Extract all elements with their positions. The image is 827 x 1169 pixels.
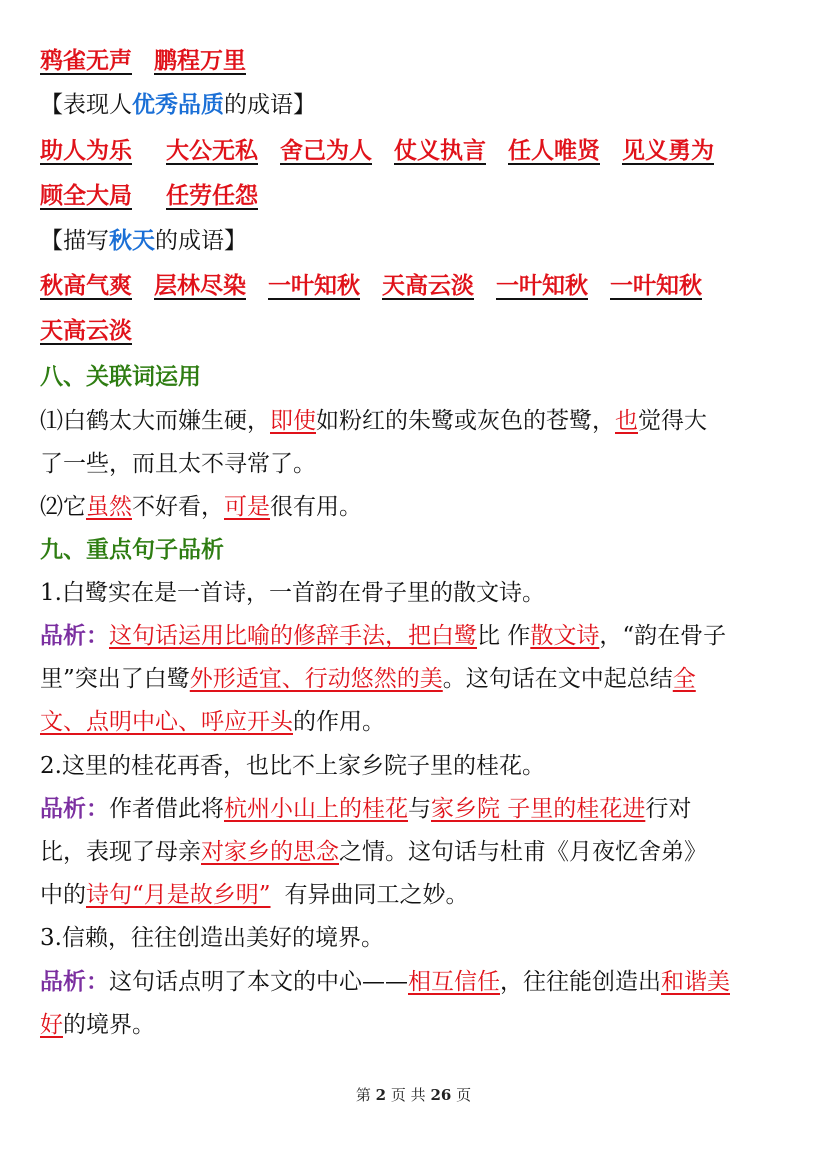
heading-autumn [40,226,247,256]
analysis-1-line-1 [40,621,726,651]
conjunction: 虽然 [86,494,132,520]
text: 之情。这句话与杜甫《月夜忆舍弟》 [339,839,707,865]
analysis-label: 品析： [40,795,109,822]
heading-keyword: 秋天 [109,227,155,254]
analysis-1-line-3 [40,707,385,737]
idiom: 一叶知秋 [496,272,588,299]
analysis-1-line-2 [40,664,696,694]
heading-quality [40,90,316,120]
text: ，“韵在骨子 [599,623,727,649]
idiom: 助人为乐 [40,137,132,164]
text: 好 [40,1012,63,1038]
conjunction: 也 [615,408,638,434]
idiom: 大公无私 [166,137,258,164]
idiom-row-autumn-1 [40,271,724,301]
idiom: 鸦雀无声 [40,47,132,74]
page-number: 2 [375,1086,387,1104]
text: 家乡院 子里的桂花进 [431,796,646,822]
question-2: 2.这里的桂花再香，也比不上家乡院子里的桂花。 [40,753,545,779]
question-1: 1.白鹭实在是一首诗，一首韵在骨子里的散文诗。 [40,580,545,606]
sentence-2 [40,492,362,522]
idiom: 仗义执言 [394,137,486,164]
text: 很有用。 [270,494,362,520]
footer-text: 第 [355,1086,371,1104]
text: 这句话运用比喻的修辞手法，把白鹭 [109,623,477,649]
idiom: 一叶知秋 [268,272,360,299]
sentence-1-cont: 了一些，而且太不寻常了。 [40,451,316,477]
text: 这句话点明了本文的中心—— [109,969,408,995]
conjunction: 即使 [270,408,316,434]
text: ⑴白鹤太大而嫌生硬， [40,408,270,434]
heading-keyword: 优秀品质 [132,91,224,118]
text: 和谐美 [661,969,730,995]
idiom: 天高云淡 [40,317,132,344]
analysis-2-line-3 [40,880,469,910]
idiom: 任人唯贤 [508,137,600,164]
question-3: 3.信赖，往往创造出美好的境界。 [40,925,384,951]
sentence-1 [40,406,707,436]
analysis-2-line-2 [40,837,707,867]
analysis-3-line-2 [40,1010,155,1040]
text: 外形适宜、行动悠然的美 [189,666,443,692]
text: 行对 [645,796,692,822]
heading-text: 【表现人 [40,92,132,118]
text: 的境界。 [63,1012,155,1038]
section-title-9: 九、重点句子品析 [40,537,224,563]
text: 不好看， [132,494,224,520]
page-footer [0,1084,827,1105]
idiom: 舍己为人 [280,137,372,164]
idiom: 一叶知秋 [610,272,702,299]
idiom-row-quality-1 [40,136,736,166]
section-title-8: 八、关联词运用 [40,364,201,390]
analysis-label: 品析： [40,622,109,649]
idiom-row-quality-2 [40,181,280,211]
text: 比，表现了母亲 [40,839,201,865]
idiom: 见义勇为 [622,137,714,164]
text: 比 作 [477,623,531,649]
idiom: 秋高气爽 [40,272,132,299]
text: 有异曲同工之妙。 [284,882,469,908]
conjunction: 可是 [224,494,270,520]
heading-text: 的成语】 [224,92,316,118]
analysis-3-line-1 [40,967,730,997]
text: 全 [672,666,696,692]
text: 的作用。 [293,709,385,735]
idiom-row-autumn-2 [40,316,154,346]
text: ，往往能创造出 [500,969,661,995]
text: 对家乡的思念 [201,839,339,865]
text: 相互信任 [408,969,500,995]
text: 。这句话在文中起总结 [442,666,673,692]
footer-text: 页 [456,1086,472,1104]
footer-text: 页 共 [390,1086,426,1104]
text: 觉得大 [638,408,707,434]
idiom-row-top [40,46,268,76]
text: 文、点明中心、呼应开头 [40,709,293,735]
text: 与 [408,796,431,822]
analysis-label: 品析： [40,968,109,995]
text: 里”突出了白鹭 [40,666,190,692]
analysis-2-line-1 [40,794,691,824]
text: 散文诗 [530,623,600,649]
idiom: 任劳任怨 [166,182,258,209]
heading-text: 【描写 [40,228,109,254]
idiom: 鹏程万里 [154,47,246,74]
total-pages: 26 [430,1086,452,1104]
heading-text: 的成语】 [155,228,247,254]
text: 如粉红的朱鹭或灰色的苍鹭， [316,408,615,434]
text: 杭州小山上的桂花 [224,796,408,822]
text: 中的 [40,882,86,908]
text: ⑵它 [40,494,86,520]
text: 诗句“月是故乡明” [86,882,271,908]
idiom: 顾全大局 [40,182,132,209]
text: 作者借此将 [109,796,224,822]
idiom: 天高云淡 [382,272,474,299]
idiom: 层林尽染 [154,272,246,299]
